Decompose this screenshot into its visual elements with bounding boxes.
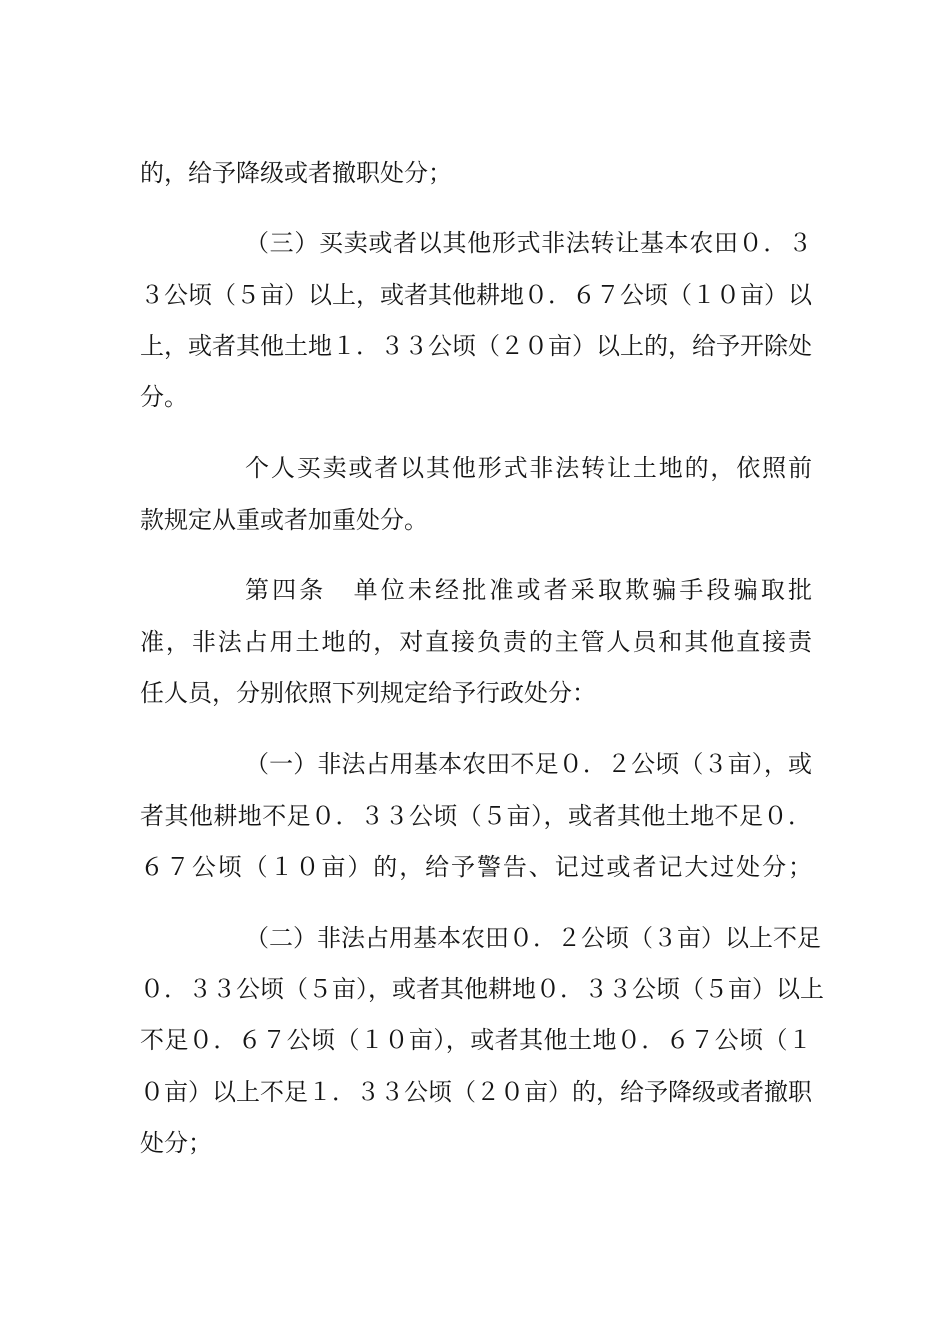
text-line: 分。 bbox=[140, 383, 188, 411]
text-line: 不足０．６７公顷（１０亩），或者其他土地０．６７公顷（１ bbox=[140, 1026, 812, 1054]
text-line: （三）买卖或者以其他形式非法转让基本农田０．３ bbox=[245, 229, 812, 257]
text-line: 个人买卖或者以其他形式非法转让土地的，依照前 bbox=[245, 454, 812, 482]
text-line: （二）非法占用基本农田０．２公顷（３亩）以上不足 bbox=[245, 924, 821, 952]
text-line: 任人员，分别依照下列规定给予行政处分： bbox=[140, 679, 596, 707]
text-line: （一）非法占用基本农田不足０．２公顷（３亩），或 bbox=[245, 750, 812, 778]
text-line: ０亩）以上不足１．３３公顷（２０亩）的，给予降级或者撤职 bbox=[140, 1078, 812, 1106]
text-line: 上，或者其他土地１．３３公顷（２０亩）以上的，给予开除处 bbox=[140, 332, 812, 360]
article-heading-line: 第四条 单位未经批准或者采取欺骗手段骗取批 bbox=[245, 576, 812, 604]
text-line: 处分； bbox=[140, 1129, 212, 1157]
text-line: 的，给予降级或者撤职处分； bbox=[140, 159, 452, 187]
text-line: ０．３３公顷（５亩），或者其他耕地０．３３公顷（５亩）以上 bbox=[140, 975, 824, 1003]
text-line: 者其他耕地不足０．３３公顷（５亩），或者其他土地不足０． bbox=[140, 802, 812, 830]
text-line: 准，非法占用土地的，对直接负责的主管人员和其他直接责 bbox=[140, 628, 812, 656]
text-line: ３公顷（５亩）以上，或者其他耕地０．６７公顷（１０亩）以 bbox=[140, 281, 812, 309]
text-line: ６７公顷（１０亩）的，给予警告、记过或者记大过处分； bbox=[140, 853, 812, 881]
text-line: 款规定从重或者加重处分。 bbox=[140, 506, 428, 534]
